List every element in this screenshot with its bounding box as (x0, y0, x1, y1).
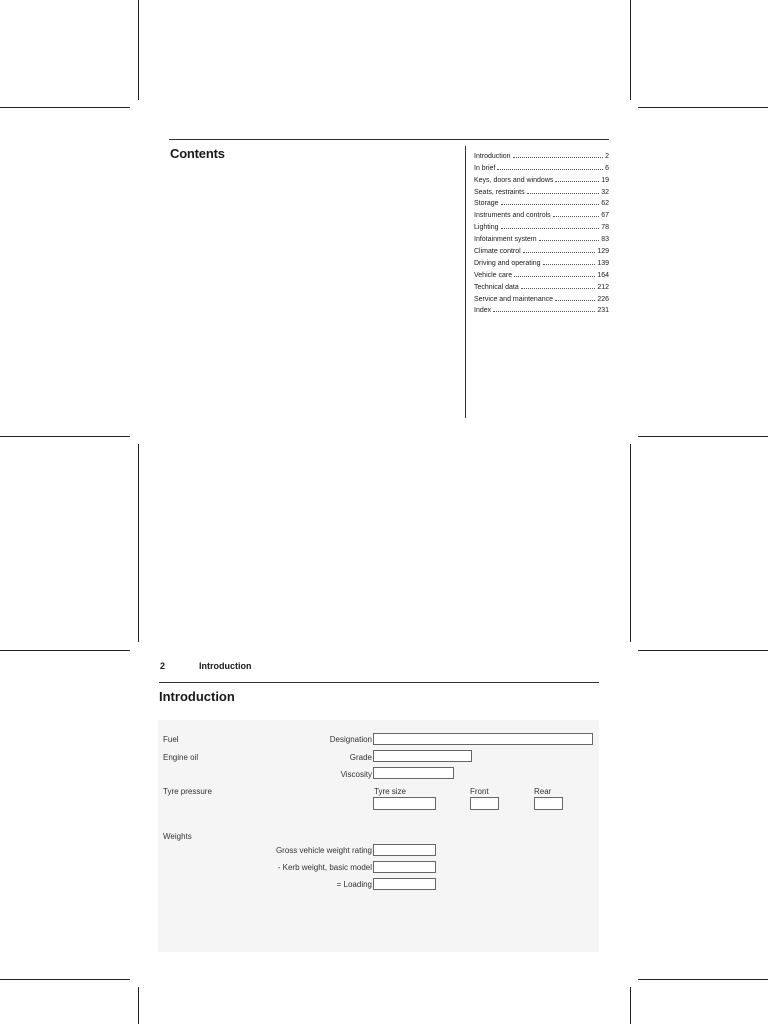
toc-entry-page: 83 (601, 236, 609, 244)
toc-leader (521, 288, 596, 289)
crop-mark (0, 650, 130, 651)
front-pressure-field[interactable] (470, 797, 499, 810)
weights-label: Weights (163, 832, 192, 841)
crop-mark (638, 436, 768, 437)
toc-entry-title: Infotainment system (474, 236, 537, 244)
tyre-size-field[interactable] (373, 797, 436, 810)
crop-mark (638, 107, 768, 108)
toc-entry[interactable] (474, 172, 609, 184)
toc-entry-title: Lighting (474, 224, 499, 232)
crop-mark (630, 444, 631, 642)
kerb-weight-field[interactable] (373, 861, 436, 873)
column-divider (465, 146, 466, 418)
crop-mark (0, 979, 130, 980)
tyre-pressure-label: Tyre pressure (163, 787, 212, 796)
crop-mark (630, 987, 631, 1024)
toc-entry-title: Keys, doors and windows (474, 176, 554, 184)
toc-leader (553, 216, 600, 217)
gross-weight-field[interactable] (373, 844, 436, 856)
toc-entry[interactable] (474, 267, 609, 279)
toc-entry[interactable] (474, 184, 609, 196)
crop-mark (630, 0, 631, 100)
crop-mark (138, 987, 139, 1024)
designation-field[interactable] (373, 733, 593, 745)
toc-entry-page: 67 (601, 212, 609, 220)
toc-entry[interactable] (474, 291, 609, 303)
viscosity-field[interactable] (373, 767, 454, 779)
toc-entry[interactable] (474, 231, 609, 243)
loading-label: = Loading (336, 880, 372, 889)
toc-entry-page: 231 (597, 307, 609, 315)
grade-field[interactable] (373, 750, 472, 762)
toc-entry[interactable] (474, 160, 609, 172)
toc-entry-title: Introduction (474, 152, 511, 160)
toc-leader (555, 300, 595, 301)
table-of-contents (474, 148, 609, 314)
toc-entry-page: 6 (605, 164, 609, 172)
toc-leader (497, 169, 603, 170)
toc-leader (493, 311, 595, 312)
toc-entry[interactable] (474, 279, 609, 291)
toc-entry-title: Index (474, 307, 492, 315)
crop-mark (138, 444, 139, 642)
crop-mark (0, 107, 130, 108)
toc-leader (539, 240, 600, 241)
viscosity-label: Viscosity (340, 770, 372, 779)
toc-entry-page: 62 (601, 200, 609, 208)
toc-entry-page: 212 (597, 283, 609, 291)
header-rule (159, 682, 599, 683)
toc-entry-title: Service and maintenance (474, 295, 553, 303)
toc-entry-page: 164 (597, 271, 609, 279)
toc-entry-page: 139 (597, 259, 609, 267)
crop-mark (638, 979, 768, 980)
toc-entry[interactable] (474, 148, 609, 160)
toc-entry-title: Storage (474, 200, 499, 208)
crop-mark (138, 0, 139, 100)
toc-entry-title: Driving and operating (474, 259, 541, 267)
toc-entry[interactable] (474, 243, 609, 255)
toc-leader (513, 157, 604, 158)
toc-entry-page: 129 (597, 248, 609, 256)
toc-entry-title: Vehicle care (474, 271, 513, 279)
toc-entry[interactable] (474, 303, 609, 315)
toc-leader (501, 228, 600, 229)
engine-oil-label: Engine oil (163, 753, 199, 762)
toc-leader (527, 193, 600, 194)
toc-entry-title: Technical data (474, 283, 519, 291)
tyre-size-label: Tyre size (374, 787, 407, 796)
crop-mark (638, 650, 768, 651)
header-rule (169, 139, 609, 140)
toc-entry[interactable] (474, 196, 609, 208)
running-head-title: Introduction (199, 661, 252, 671)
rear-label: Rear (534, 787, 552, 796)
page-heading: Introduction (159, 689, 235, 704)
kerb-weight-label: - Kerb weight, basic model (277, 863, 372, 872)
toc-leader (523, 252, 596, 253)
toc-entry-title: In brief (474, 164, 496, 172)
front-label: Front (470, 787, 489, 796)
rear-pressure-field[interactable] (534, 797, 563, 810)
toc-entry-title: Climate control (474, 248, 521, 256)
toc-leader (514, 276, 595, 277)
toc-entry-page: 78 (601, 224, 609, 232)
toc-leader (543, 264, 596, 265)
crop-mark (0, 436, 130, 437)
grade-label: Grade (349, 753, 372, 762)
toc-leader (501, 204, 600, 205)
toc-entry-page: 226 (597, 295, 609, 303)
loading-field[interactable] (373, 878, 436, 890)
toc-leader (555, 181, 599, 182)
toc-entry[interactable] (474, 255, 609, 267)
designation-label: Designation (329, 735, 372, 744)
toc-entry-page: 19 (601, 176, 609, 184)
contents-title: Contents (170, 146, 225, 161)
toc-entry[interactable] (474, 219, 609, 231)
toc-entry[interactable] (474, 207, 609, 219)
toc-entry-title: Seats, restraints (474, 188, 525, 196)
running-head-page-number: 2 (160, 661, 166, 671)
gross-weight-label: Gross vehicle weight rating (275, 846, 372, 855)
fuel-label: Fuel (163, 735, 179, 744)
toc-entry-page: 2 (605, 152, 609, 160)
toc-entry-page: 32 (601, 188, 609, 196)
toc-entry-title: Instruments and controls (474, 212, 551, 220)
